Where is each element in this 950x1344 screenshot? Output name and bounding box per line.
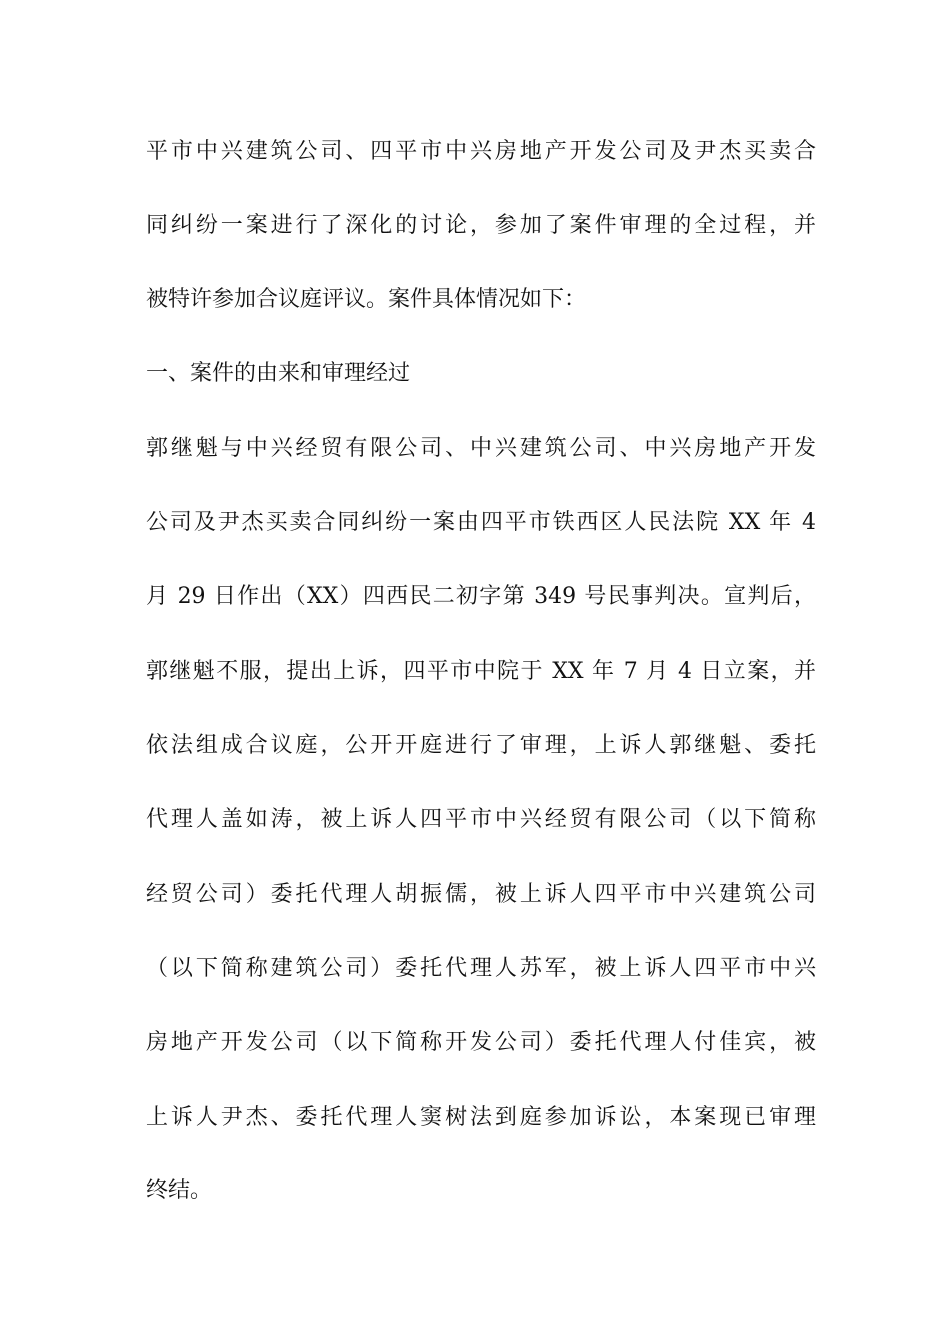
paragraph-line: 被特许参加合议庭评议。案件具体情况如下： [146,287,587,312]
paragraph-line: 经贸公司）委托代理人胡振儒，被上诉人四平市中兴建筑公司 [146,882,816,907]
paragraph-line: 郭继魁不服，提出上诉，四平市中院于 XX 年 7 月 4 日立案，并 [146,659,816,684]
paragraph-line: （以下简称建筑公司）委托代理人苏军，被上诉人四平市中兴 [146,956,816,981]
paragraph-line: 依法组成合议庭，公开开庭进行了审理，上诉人郭继魁、委托 [146,733,816,758]
paragraph-line: 月 29 日作出（XX）四西民二初字第 349 号民事判决。宣判后， [146,584,816,609]
paragraph-line: 公司及尹杰买卖合同纠纷一案由四平市铁西区人民法院 XX 年 4 [146,510,816,535]
section-heading: 一、案件的由来和审理经过 [146,361,411,386]
paragraph-line: 代理人盖如涛，被上诉人四平市中兴经贸有限公司（以下简称 [146,807,816,832]
paragraph-line: 房地产开发公司（以下简称开发公司）委托代理人付佳宾，被 [146,1030,816,1055]
paragraph-line: 上诉人尹杰、委托代理人窦树法到庭参加诉讼，本案现已审理 [146,1105,816,1130]
paragraph-line: 同纠纷一案进行了深化的讨论，参加了案件审理的全过程，并 [146,213,816,238]
paragraph-line: 终结。 [146,1178,213,1203]
paragraph-line: 平市中兴建筑公司、四平市中兴房地产开发公司及尹杰买卖合 [146,139,816,164]
paragraph-line: 郭继魁与中兴经贸有限公司、中兴建筑公司、中兴房地产开发 [146,436,816,461]
